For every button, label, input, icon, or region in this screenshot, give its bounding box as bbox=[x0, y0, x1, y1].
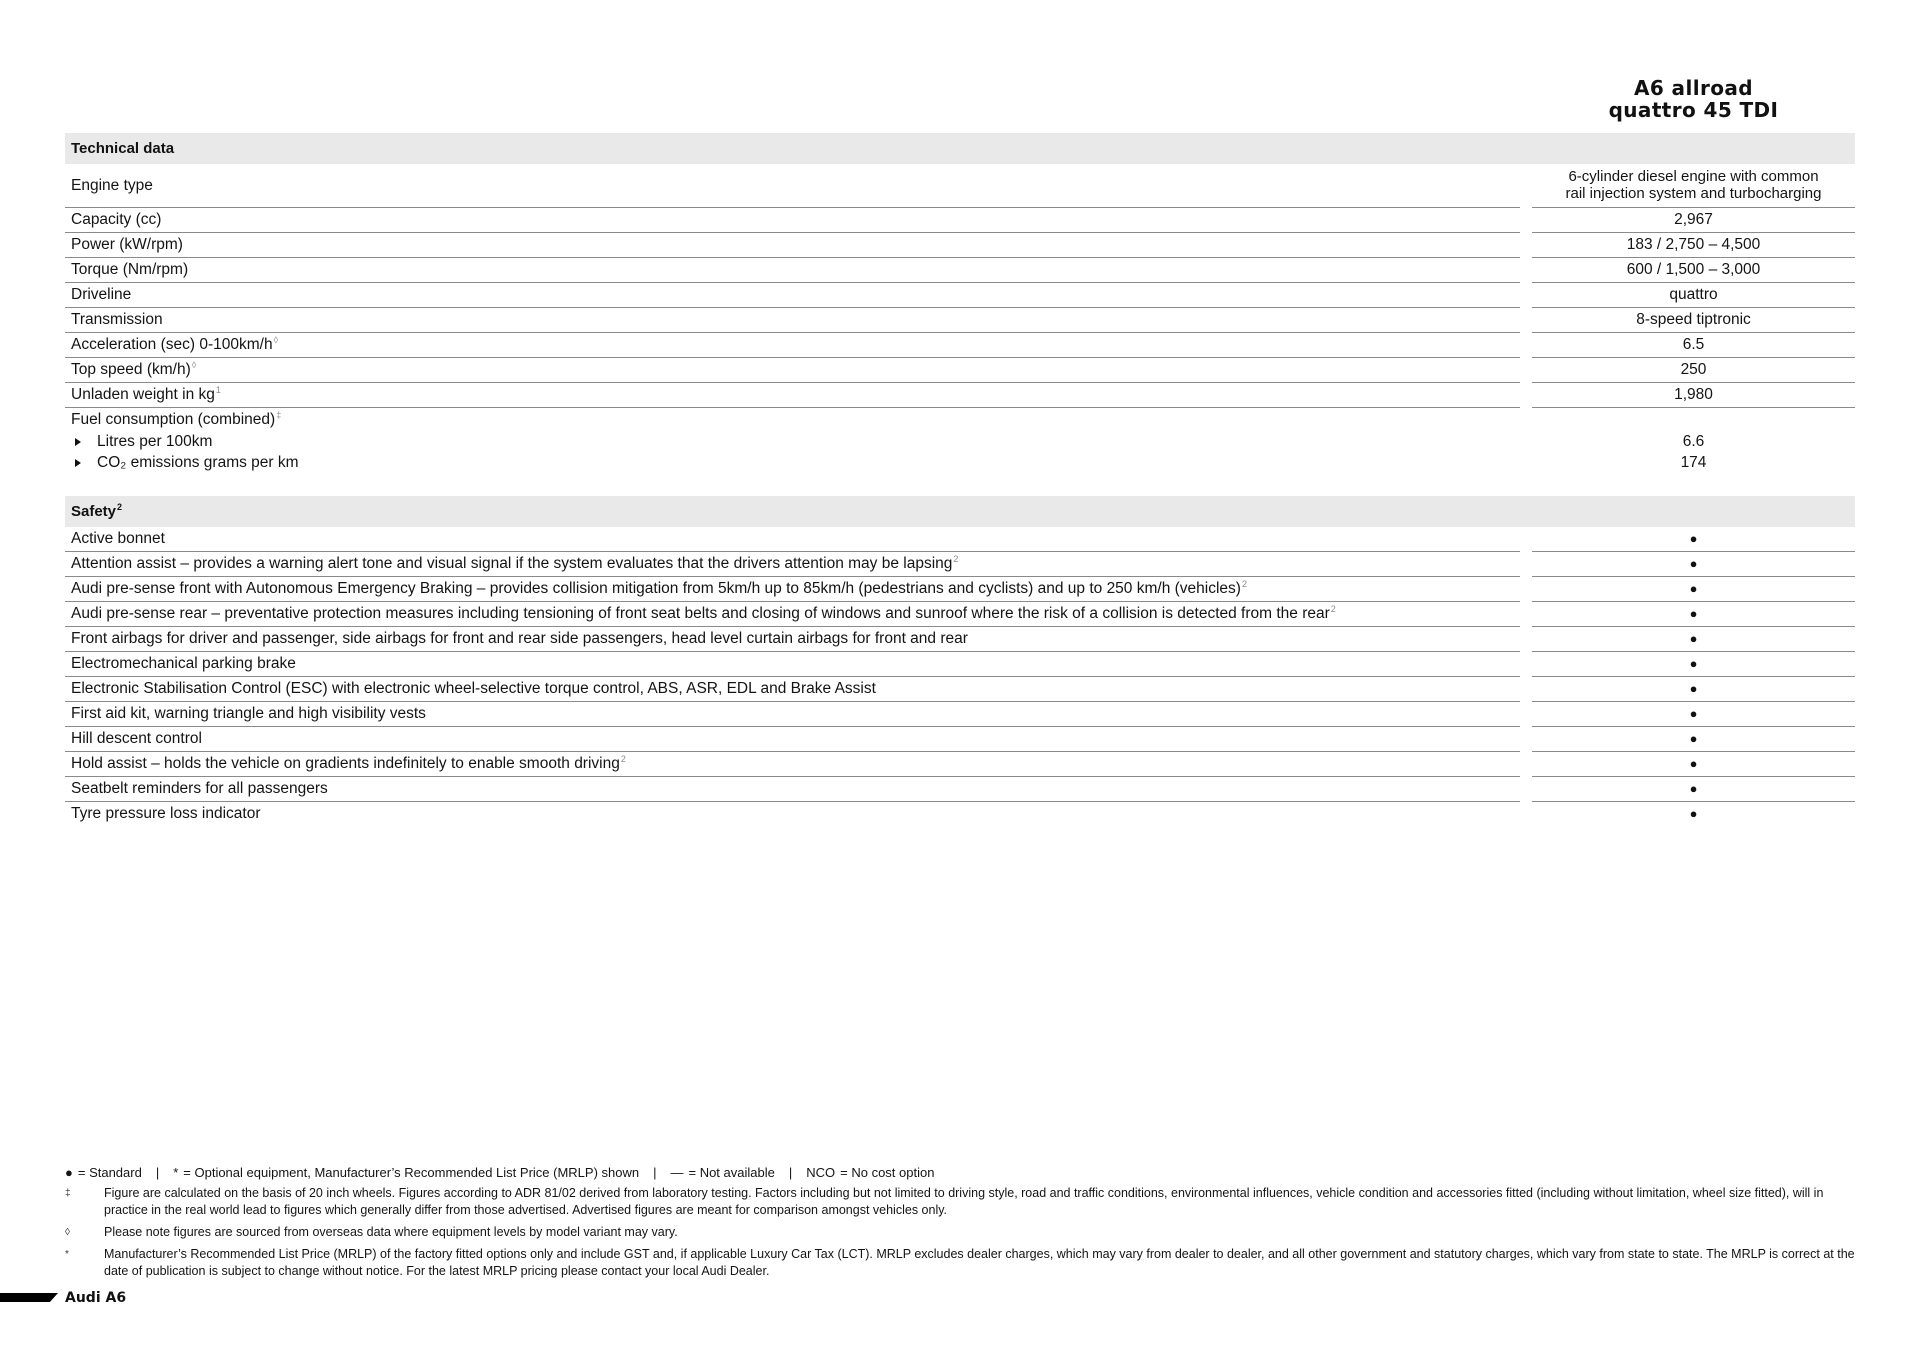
row-label: First aid kit, warning triangle and high visibility vests bbox=[65, 702, 1520, 727]
footnote-ref: ‡ bbox=[276, 410, 282, 420]
row-label-text: Acceleration (sec) 0-100km/h bbox=[71, 336, 273, 353]
row-value: 6.5 bbox=[1532, 333, 1855, 358]
footnote-text: Manufacturer’s Recommended List Price (MRLP) of the factory fitted options only and include GST and, if applicable Luxury Car Tax (LCT). MRLP excludes dealer charges, which may vary from dealer to dealer, and all other government and statutory charges, which vary from state to state. The MRLP is correct at the date of publication is subject to change without notice. For the latest MRLP pricing please contact your local Audi Dealer. bbox=[104, 1247, 1855, 1278]
row-label: Front airbags for driver and passenger, side airbags for front and rear side passengers, head level curtain airbags for front and rear bbox=[65, 627, 1520, 652]
arrow-bullet-icon bbox=[75, 438, 81, 446]
legend-separator: | bbox=[653, 1165, 657, 1180]
table-row-acceleration bbox=[65, 333, 1855, 358]
standard-dot-icon: ● bbox=[65, 1165, 73, 1180]
standard-dot-icon: ● bbox=[1689, 756, 1698, 771]
row-value bbox=[1532, 577, 1855, 602]
row-value bbox=[1532, 677, 1855, 702]
standard-dot-icon: ● bbox=[1689, 706, 1698, 721]
row-value: 8-speed tiptronic bbox=[1532, 308, 1855, 333]
legend-item-no-cost-option bbox=[806, 1165, 934, 1180]
table-row bbox=[65, 602, 1855, 627]
row-value bbox=[1532, 602, 1855, 627]
section-title: Safety bbox=[71, 503, 117, 520]
brand-bar-icon bbox=[0, 1293, 58, 1302]
standard-dot-icon: ● bbox=[1689, 581, 1698, 596]
row-label: Active bonnet bbox=[65, 527, 1520, 552]
row-label bbox=[65, 552, 1520, 577]
row-label: Capacity (cc) bbox=[65, 208, 1520, 233]
row-value bbox=[1532, 164, 1855, 208]
legend-separator: | bbox=[155, 1165, 160, 1180]
fuel-sub-item-litres bbox=[71, 431, 1520, 452]
safety-section bbox=[65, 496, 1855, 827]
row-value bbox=[1532, 552, 1855, 577]
standard-dot-icon: ● bbox=[1689, 531, 1698, 546]
standard-dot-icon: ● bbox=[1689, 656, 1698, 671]
row-value bbox=[1532, 777, 1855, 802]
table-row bbox=[65, 627, 1855, 652]
footnote bbox=[65, 1246, 1855, 1280]
footnote-symbol: ‡ bbox=[65, 1188, 71, 1199]
row-value bbox=[1532, 527, 1855, 552]
standard-dot-icon: ● bbox=[1689, 631, 1698, 646]
row-label bbox=[65, 752, 1520, 777]
footnotes bbox=[65, 1185, 1855, 1285]
row-value-line: rail injection system and turbocharging bbox=[1565, 185, 1822, 202]
row-value: 250 bbox=[1532, 358, 1855, 383]
standard-dot-icon: ● bbox=[1689, 781, 1698, 796]
row-value: 6.6 bbox=[1682, 433, 1705, 450]
row-label bbox=[65, 333, 1520, 358]
footnote-ref: 2 bbox=[1241, 579, 1247, 589]
legend-symbol: — bbox=[670, 1165, 684, 1180]
row-value: quattro bbox=[1532, 283, 1855, 308]
row-value: 2,967 bbox=[1532, 208, 1855, 233]
table-row-capacity bbox=[65, 208, 1855, 233]
row-label bbox=[65, 602, 1520, 627]
table-row bbox=[65, 527, 1855, 552]
footnote-text: Figure are calculated on the basis of 20 inch wheels. Figures according to ADR 81/02 derived from laboratory testing. Factors including but not limited to driving style, road and traffic conditions, environmental influences, vehicle condition and accessories fitted (including without limitation, wheel size fitted), will in practice in the real world lead to figures which generally differ from those advertised. Advertised figures are meant for comparison amongst vehicles only. bbox=[104, 1186, 1824, 1217]
table-row bbox=[65, 752, 1855, 777]
row-value-line: 6-cylinder diesel engine with common bbox=[1568, 168, 1819, 185]
legend bbox=[65, 1164, 1855, 1182]
footnote bbox=[65, 1185, 1855, 1219]
standard-dot-icon: ● bbox=[1689, 806, 1698, 821]
standard-dot-icon: ● bbox=[1689, 681, 1698, 696]
row-value bbox=[1532, 802, 1855, 827]
footnote-ref: 2 bbox=[620, 754, 626, 764]
row-label-text: Hold assist – holds the vehicle on gradients indefinitely to enable smooth driving bbox=[71, 755, 620, 772]
fuel-consumption-label bbox=[71, 409, 1520, 431]
legend-text: = Standard bbox=[77, 1165, 142, 1180]
row-label: Torque (Nm/rpm) bbox=[65, 258, 1520, 283]
row-label: Electromechanical parking brake bbox=[65, 652, 1520, 677]
row-value bbox=[1532, 627, 1855, 652]
model-title-line2: quattro 45 TDI bbox=[1608, 98, 1779, 122]
sub-item-label: CO₂ emissions grams per km bbox=[97, 454, 299, 471]
table-row-unladen-weight bbox=[65, 383, 1855, 408]
table-row-torque bbox=[65, 258, 1855, 283]
row-value: 183 / 2,750 – 4,500 bbox=[1532, 233, 1855, 258]
legend-symbol: NCO bbox=[806, 1165, 836, 1180]
row-label bbox=[65, 358, 1520, 383]
row-label: Driveline bbox=[65, 283, 1520, 308]
fuel-consumption-labels bbox=[65, 408, 1520, 478]
table-row bbox=[65, 727, 1855, 752]
row-label-text: Unladen weight in kg bbox=[71, 386, 215, 403]
row-label: Engine type bbox=[65, 164, 1520, 208]
table-row-driveline bbox=[65, 283, 1855, 308]
row-label: Electronic Stabilisation Control (ESC) with electronic wheel-selective torque control, ABS, ASR, EDL and Brake Assist bbox=[65, 677, 1520, 702]
model-title-line1: A6 allroad bbox=[1634, 76, 1753, 100]
table-row bbox=[65, 802, 1855, 827]
row-label bbox=[65, 383, 1520, 408]
table-row bbox=[65, 677, 1855, 702]
row-label: Hill descent control bbox=[65, 727, 1520, 752]
row-label bbox=[65, 577, 1520, 602]
legend-text: = Optional equipment, Manufacturer’s Recommended List Price (MRLP) shown bbox=[183, 1165, 640, 1180]
footnote-ref: ◊ bbox=[273, 335, 279, 345]
row-value: 1,980 bbox=[1532, 383, 1855, 408]
row-value bbox=[1532, 727, 1855, 752]
footer-label: Audi A6 bbox=[65, 1290, 127, 1306]
section-header-safety bbox=[65, 496, 1855, 527]
legend-text: = Not available bbox=[688, 1165, 775, 1180]
footnote-ref: 2 bbox=[1330, 604, 1336, 614]
row-label: Tyre pressure loss indicator bbox=[71, 805, 261, 822]
sub-item-label: Litres per 100km bbox=[97, 433, 213, 450]
row-label-text: Fuel consumption (combined) bbox=[71, 411, 276, 428]
row-label-text: Attention assist – provides a warning alert tone and visual signal if the system evaluates that the drivers attention may be lapsing bbox=[71, 555, 953, 572]
row-label-text: Audi pre-sense front with Autonomous Emergency Braking – provides collision mitigation from 5km/h up to 85km/h (pedestrians and cyclists) and up to 250 km/h (vehicles) bbox=[71, 580, 1241, 597]
row-value: 600 / 1,500 – 3,000 bbox=[1532, 258, 1855, 283]
technical-data-section bbox=[65, 133, 1855, 478]
table-row-engine-type bbox=[65, 164, 1855, 208]
arrow-bullet-icon bbox=[75, 459, 81, 467]
footnote-text: Please note figures are sourced from overseas data where equipment levels by model variant may vary. bbox=[104, 1225, 678, 1239]
row-value bbox=[1532, 752, 1855, 777]
footnote-ref: 2 bbox=[953, 554, 959, 564]
legend-separator: | bbox=[788, 1165, 793, 1180]
table-row bbox=[65, 652, 1855, 677]
row-label: Power (kW/rpm) bbox=[65, 233, 1520, 258]
table-row bbox=[65, 777, 1855, 802]
table-row-fuel-consumption bbox=[65, 408, 1855, 478]
standard-dot-icon: ● bbox=[1689, 556, 1698, 571]
footnote-symbol: ◊ bbox=[65, 1227, 70, 1238]
row-label-text: Audi pre-sense rear – preventative protection measures including tensioning of front seat belts and closing of windows and sunroof where the risk of a collision is detected from the rear bbox=[71, 605, 1330, 622]
row-label-text: Top speed (km/h) bbox=[71, 361, 191, 378]
model-title bbox=[1532, 77, 1855, 121]
standard-dot-icon: ● bbox=[1689, 731, 1698, 746]
footnote-ref: ◊ bbox=[191, 360, 197, 370]
fuel-consumption-values bbox=[1532, 408, 1855, 478]
row-value bbox=[1532, 652, 1855, 677]
table-row-transmission bbox=[65, 308, 1855, 333]
table-row-top-speed bbox=[65, 358, 1855, 383]
table-row-power bbox=[65, 233, 1855, 258]
legend-symbol: * bbox=[173, 1165, 179, 1180]
legend-item-not-available bbox=[670, 1165, 774, 1180]
table-row bbox=[65, 577, 1855, 602]
row-value: 174 bbox=[1680, 454, 1707, 471]
table-row bbox=[65, 702, 1855, 727]
legend-text: = No cost option bbox=[840, 1165, 935, 1180]
footnote-ref: 1 bbox=[215, 385, 221, 395]
fuel-sub-item-co2 bbox=[71, 452, 1520, 473]
section-header-technical-data: Technical data bbox=[65, 133, 1855, 164]
legend-item-optional bbox=[173, 1165, 639, 1180]
row-label: Seatbelt reminders for all passengers bbox=[65, 777, 1520, 802]
footnote-ref: 2 bbox=[117, 502, 123, 512]
table-row bbox=[65, 552, 1855, 577]
standard-dot-icon: ● bbox=[1689, 606, 1698, 621]
row-value bbox=[1532, 702, 1855, 727]
legend-item-standard bbox=[65, 1165, 142, 1180]
footnote bbox=[65, 1224, 1855, 1241]
footnote-symbol: * bbox=[65, 1249, 69, 1260]
row-label: Transmission bbox=[65, 308, 1520, 333]
